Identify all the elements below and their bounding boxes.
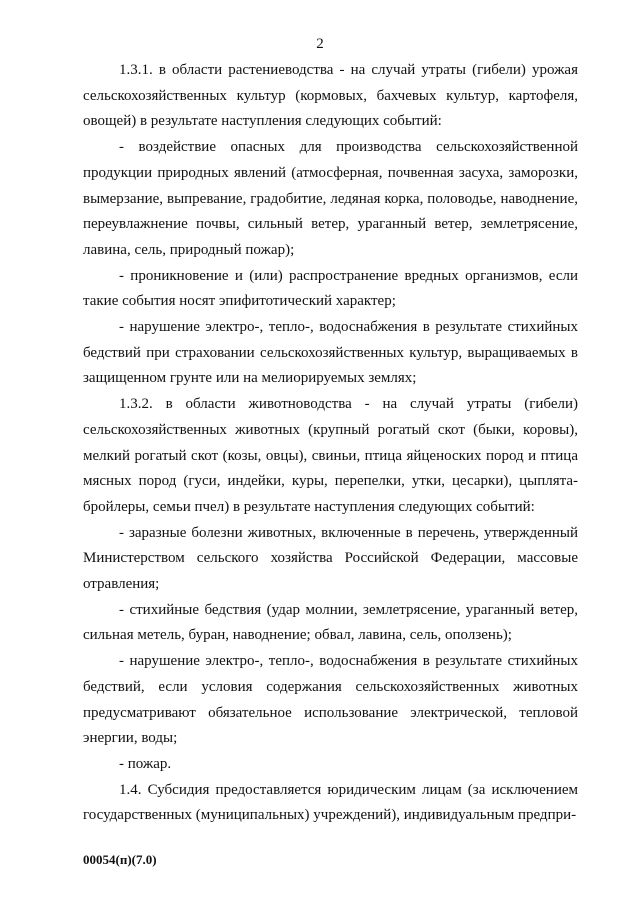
list-item-utility-disruption-animals: - нарушение электро-, тепло-, водоснабжения в результате стихийных бедствий, если условия содержания сельскохозяйственных животных предусматривают обязательное использование электрической, тепловой энергии, воды; [83, 653, 578, 747]
list-item-animal-diseases: - заразные болезни животных, включенные в перечень, утвержденный Министерством сельского хозяйства Российской Федерации, массовые отравления; [83, 524, 578, 593]
document-code: 00054(п)(7.0) [83, 852, 157, 867]
list-item-utility-disruption-crops: - нарушение электро-, тепло-, водоснабжения в результате стихийных бедствий при страховании сельскохозяйственных культур, выращиваемых в защищенном грунте или на мелиорируемых землях; [83, 319, 578, 387]
paragraph-1-4: 1.4. Субсидия предоставляется юридическим лицам (за исключением государственных (муниципальных) учреждений), индивидуальным предпри- [83, 781, 578, 824]
list-item-harmful-organisms: - проникновение и (или) распространение вредных организмов, если такие события носят эпифитотический характер; [83, 267, 578, 310]
paragraph-1-3-1: 1.3.1. в области растениеводства - на случай утраты (гибели) урожая сельскохозяйственных культур (кормовых, бахчевых культур, картофеля, овощей) в результате наступления следующих событий: [83, 62, 578, 130]
list-item-natural-hazards: - воздействие опасных для производства сельскохозяйственной продукции природных явлений (атмосферная, почвенная засуха, заморозки, вымерзание, выпревание, градобитие, ледяная корка, половодье, наводнение, переувлажнение почвы, сильный ветер, ураганный ветер, землетрясение, лавина, сель, природный пожар); [83, 139, 578, 258]
paragraph-1-3-2: 1.3.2. в области животноводства - на случай утраты (гибели) сельскохозяйственных животных (крупный рогатый скот (быки, коровы), мелкий рогатый скот (козы, овцы), свиньи, птица яйценоских пород и птица мясных пород (гуси, индейки, куры, перепелки, утки, цесарки), цыплята-бройлеры, семьи пчел) в результате наступления следующих событий: [83, 396, 578, 515]
list-item-natural-disasters: - стихийные бедствия (удар молнии, землетрясение, ураганный ветер, сильная метель, буран, наводнение; обвал, лавина, сель, оползень); [83, 601, 578, 644]
document-body [83, 58, 578, 829]
list-item-fire: - пожар. [119, 755, 172, 772]
page-number: 2 [316, 36, 324, 52]
